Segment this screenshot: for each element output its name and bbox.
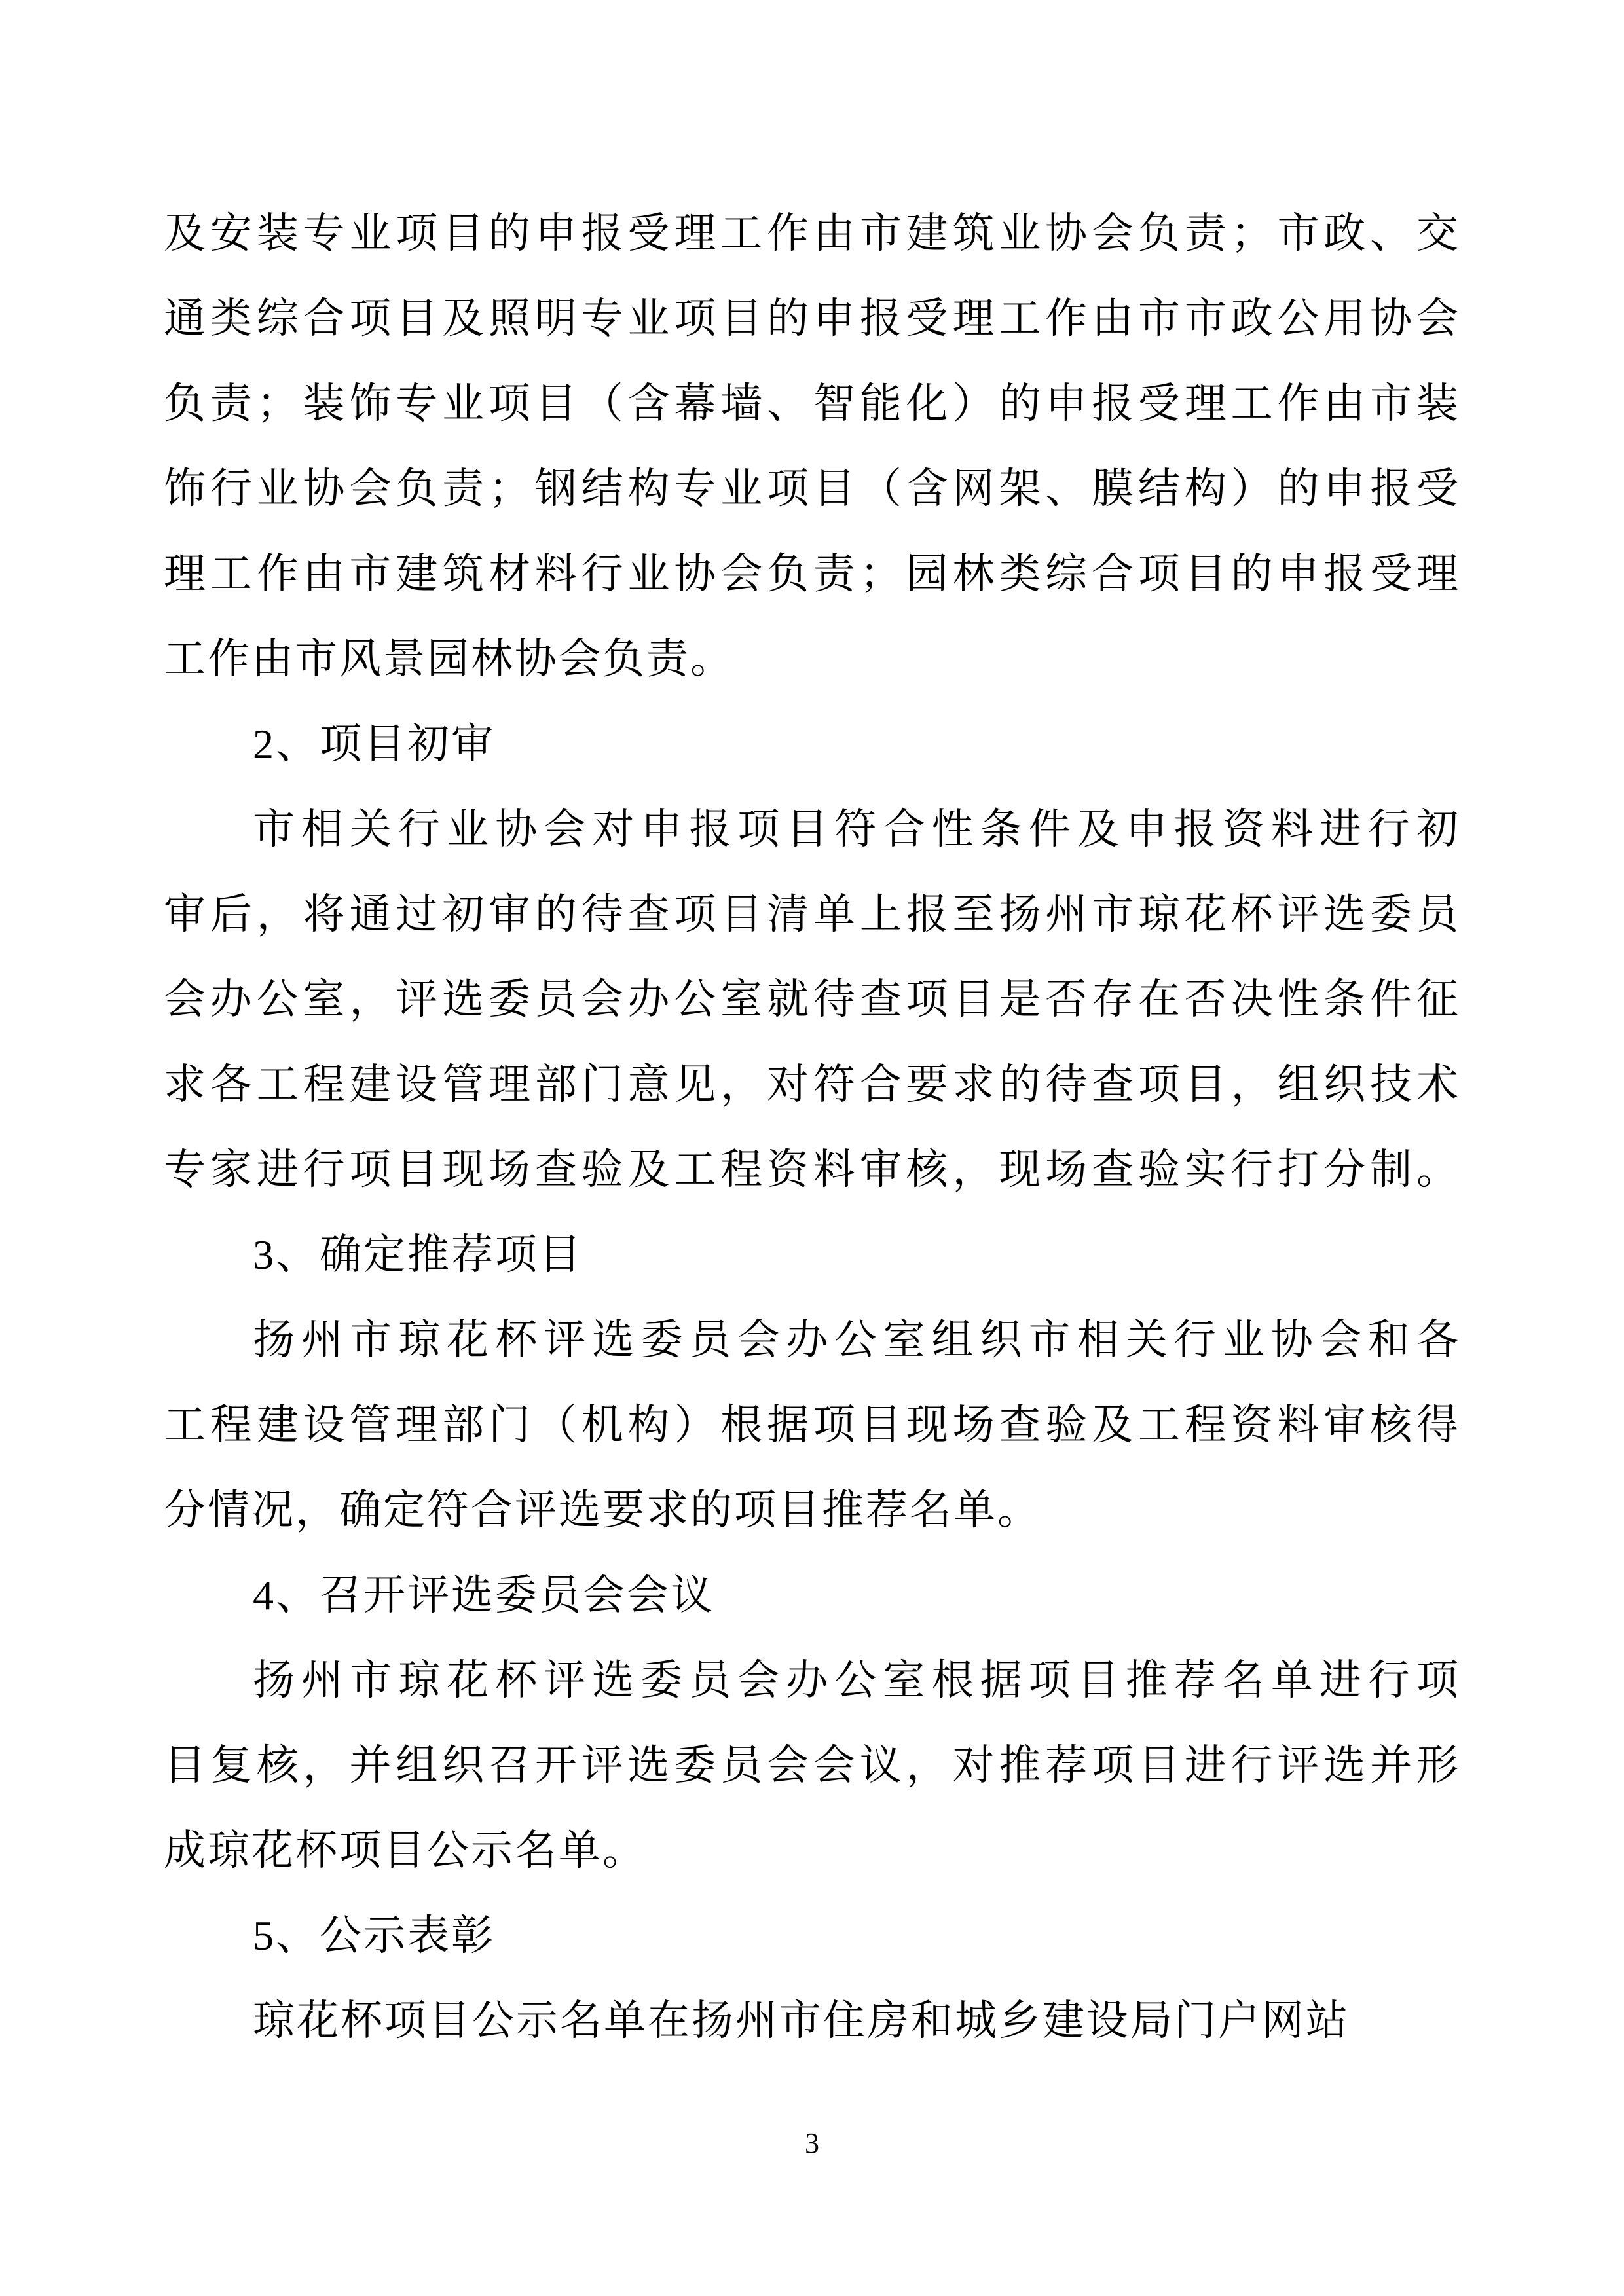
text-line: 审后，将通过初审的待查项目清单上报至扬州市琼花杯评选委员 <box>164 891 1460 938</box>
text-line: 扬州市琼花杯评选委员会办公室根据项目推荐名单进行项 <box>253 1657 1460 1704</box>
section-heading: 2、项目初审 <box>253 721 495 767</box>
text-line: 目复核，并组织召开评选委员会会议，对推荐项目进行评选并形 <box>164 1742 1460 1789</box>
text-line: 求各工程建设管理部门意见，对符合要求的待查项目，组织技术 <box>164 1061 1460 1108</box>
text-line: 理工作由市建筑材料行业协会负责；园林类综合项目的申报受理 <box>164 551 1460 597</box>
section-heading: 4、召开评选委员会会议 <box>253 1572 714 1618</box>
section-heading: 5、公示表彰 <box>253 1912 495 1959</box>
text-line: 工程建设管理部门（机构）根据项目现场查验及工程资料审核得 <box>164 1402 1460 1448</box>
text-line: 分情况，确定符合评选要求的项目推荐名单。 <box>164 1487 1041 1533</box>
text-line: 专家进行项目现场查验及工程资料审核，现场查验实行打分制。 <box>164 1146 1460 1193</box>
text-line: 通类综合项目及照明专业项目的申报受理工作由市市政公用协会 <box>164 295 1460 342</box>
section-heading: 3、确定推荐项目 <box>253 1231 583 1278</box>
text-line: 工作由市风景园林协会负责。 <box>164 636 734 682</box>
text-line: 成琼花杯项目公示名单。 <box>164 1827 646 1874</box>
text-line: 负责；装饰专业项目（含幕墙、智能化）的申报受理工作由市装 <box>164 380 1460 427</box>
text-line: 会办公室，评选委员会办公室就待查项目是否存在否决性条件征 <box>164 976 1460 1023</box>
text-line: 市相关行业协会对申报项目符合性条件及申报资料进行初 <box>253 806 1460 852</box>
document-body <box>164 191 1460 2064</box>
text-line: 及安装专业项目的申报受理工作由市建筑业协会负责；市政、交 <box>164 210 1460 257</box>
text-line: 饰行业协会负责；钢结构专业项目（含网架、膜结构）的申报受 <box>164 465 1460 512</box>
page-number: 3 <box>805 2127 819 2159</box>
text-line: 琼花杯项目公示名单在扬州市住房和城乡建设局门户网站 <box>253 1997 1350 2044</box>
text-line: 扬州市琼花杯评选委员会办公室组织市相关行业协会和各 <box>253 1317 1460 1363</box>
